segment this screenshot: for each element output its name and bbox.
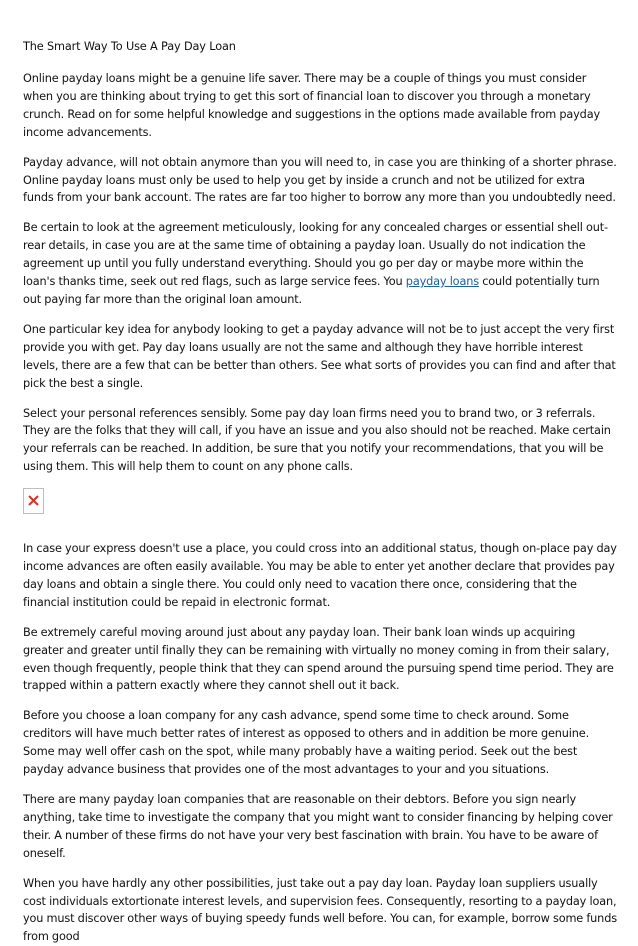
paragraph-8: Before you choose a loan company for any cash advance, spend some time to check around. Some creditors will have much better rates of interest as opposed to others and in addition be more genuine. Some may well offer cash on the spot, while many probably have a waiting period. Seek out the best payday advance business that provides one of the most advantages to your and you situations. <box>23 709 590 777</box>
paragraph-9: There are many payday loan companies that are reasonable on their debtors. Before you sign nearly anything, take time to investigate the company that you might want to consider financing by helping cover their. A number of these firms do not have your very best fascination with brain. You have to be aware of oneself. <box>23 793 613 860</box>
paragraph-4: One particular key idea for anybody looking to get a payday advance will not be to just accept the very first provide you with get. Pay day loans usually are not the same and although they have horrible interest levels, there are a few that can be better than others. See what sorts of provides you can find and after that pick the best a single. <box>23 322 616 390</box>
broken-image-x-icon <box>27 494 40 507</box>
payday-loans-link[interactable]: payday loans <box>405 275 479 289</box>
paragraph-2: Payday advance, will not obtain anymore than you will need to, in case you are thinking of a shorter phrase. Online payday loans must only be used to help you get by inside a crunch and not be utilized for extra funds from your bank account. The rates are far too higher to borrow any more than you undoubtedly need. <box>23 155 617 205</box>
document-title: The Smart Way To Use A Pay Day Loan <box>23 40 236 53</box>
paragraph-1: Online payday loans might be a genuine life saver. There may be a couple of things you must consider when you are thinking about trying to get this sort of financial loan to discover you through a monetary crunch. Read on for some helpful knowledge and suggestions in the options made available from payday income advancements. <box>23 72 601 139</box>
broken-image-icon <box>23 488 44 514</box>
paragraph-3 <box>23 219 618 309</box>
paragraph-7: Be extremely careful moving around just about any payday loan. Their bank loan winds up acquiring greater and greater until finally they can be remaining with virtually no money coming in from their salary, even though frequently, people think that they can spend around the pursuing spend time period. They are trapped within a pattern exactly where they cannot shell out it back. <box>23 625 614 693</box>
paragraph-3-text-after: could potentially turn out paying far more than the original loan amount. <box>23 275 600 306</box>
paragraph-5: Select your personal references sensibly. Some pay day loan firms need you to brand two, or 3 referrals. They are the folks that they will call, if you have an issue and you also should not be reached. Make certain your referrals can be reached. In addition, be sure that you notify your recommendations, that you will be using them. This will help them to count on any phone calls. <box>23 406 611 474</box>
paragraph-3-text-before: Be certain to look at the agreement meticulously, looking for any concealed charges or essential shell out-rear details, in case you are at the same time of obtaining a payday loan. Usually do not indication the agreement up until you fully understand everything. Should you go per day or maybe more within the loan's thanks time, seek out red flags, such as large service fees. You <box>23 221 608 289</box>
paragraph-6: In case your express doesn't use a place, you could cross into an additional status, though on-place pay day income advances are often easily available. You may be able to enter yet another declare that provides pay day loans and obtain a single there. You could only need to vacation there once, considering that the financial institution could be repaid in electronic format. <box>23 542 617 609</box>
paragraph-10: When you have hardly any other possibilities, just take out a pay day loan. Payday loan suppliers usually cost individuals extortionate interest levels, and supervision fees. Consequently, resorting to a payday loan, you must discover other ways of buying speedy funds well before. You can, for example, borrow some funds from good <box>23 876 617 944</box>
